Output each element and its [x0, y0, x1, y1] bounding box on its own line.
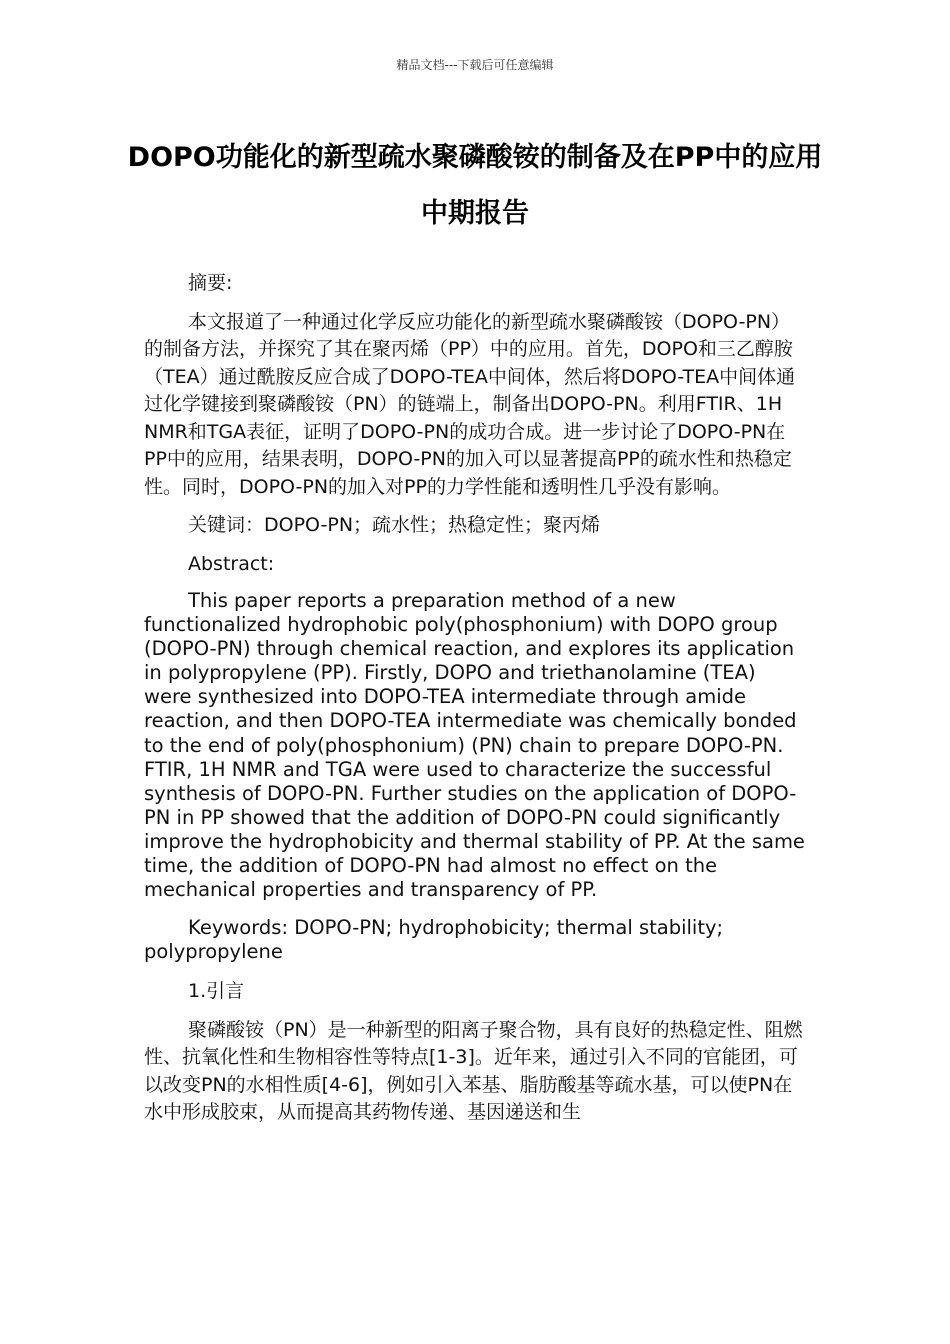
- document-title: DOPO功能化的新型疏水聚磷酸铵的制备及在PP中的应用中期报告: [127, 142, 823, 229]
- abstract-en: This paper reports a preparation method of a new functionalized hydrophobic poly(phosphonium) with DOPO group (DOPO-PN) through chemical reaction, and explores its application in polypropylene (PP). Firstly, DOPO and triethanolamine (TEA) were synthesized into DOPO-TEA intermediate through amide reaction, and then DOPO-TEA intermediate was chemically bonded to the end of poly(phosphonium) (PN) chain to prepare DOPO-PN. FTIR, 1H NMR and TGA were used to characterize the successful synthesis of DOPO-PN. Further studies on the application of DOPO-PN in PP showed that the addition of DOPO-PN could significantly improve the hydrophobicity and thermal stability of PP. At the same time, the addition of DOPO-PN had almost no effect on the mechanical properties and transparency of PP.: [144, 589, 805, 902]
- document-body: [144, 270, 808, 1138]
- header-note: 精品文档---下载后可任意编辑: [396, 58, 554, 72]
- keywords-cn: 关键词：DOPO-PN；疏水性；热稳定性；聚丙烯: [188, 514, 601, 536]
- abstract-heading-cn: 摘要:: [188, 272, 233, 294]
- abstract-cn: 本文报道了一种通过化学反应功能化的新型疏水聚磷酸铵（DOPO-PN）的制备方法，并探究了其在聚丙烯（PP）中的应用。首先，DOPO和三乙醇胺（TEA）通过酰胺反应合成了DOPO-TEA中间体，然后将DOPO-TEA中间体通过化学键接到聚磷酸铵（PN）的链端上，制备出DOPO-PN。利用FTIR、1H NMR和TGA表征，证明了DOPO-PN的成功合成。进一步讨论了DOPO-PN在PP中的应用，结果表明，DOPO-PN的加入可以显著提高PP的疏水性和热稳定性。同时，DOPO-PN的加入对PP的力学性能和透明性几乎没有影响。: [144, 310, 796, 498]
- abstract-heading-en: Abstract:: [188, 552, 275, 575]
- section-1-text: 聚磷酸铵（PN）是一种新型的阳离子聚合物，具有良好的热稳定性、阻燃性、抗氧化性和生物相容性等特点[1-3]。近年来，通过引入不同的官能团，可以改变PN的水相性质[4-6]，例如引入苯基、脂肪酸基等疏水基，可以使PN在水中形成胶束，从而提高其药物传递、基因递送和生: [144, 1018, 803, 1124]
- section-1-heading: 1.引言: [188, 980, 245, 1003]
- keywords-en: Keywords: DOPO-PN; hydrophobicity; thermal stability; polypropylene: [144, 916, 724, 964]
